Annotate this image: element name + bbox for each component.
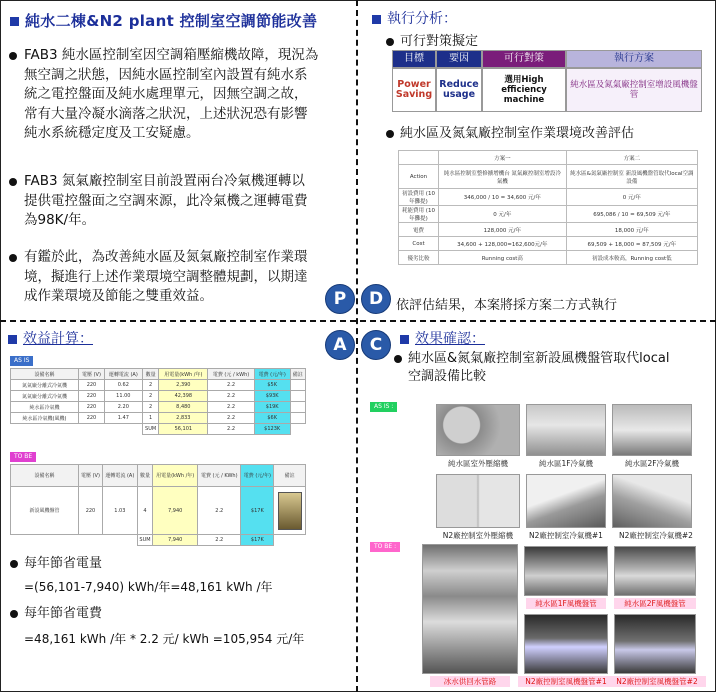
- compare-header-option1: 方案一: [439, 151, 567, 165]
- strategy-cell-cause: Reduce usage: [436, 68, 482, 112]
- caption-tobe-2f: 純水區2F風機盤管: [614, 598, 696, 609]
- photo-water-2f-aircon: [612, 404, 692, 456]
- pdca-p-badge: P: [325, 284, 355, 314]
- caption-tobe-n2-2: N2廠控制室風機盤管#2: [608, 676, 706, 687]
- act-asis-tag: AS IS :: [370, 402, 397, 412]
- table-sum-row: SUM 56,101 2.2 $123K: [11, 424, 306, 435]
- caption-tobe-piping: 冰水供回水管路: [430, 676, 510, 687]
- table-row: 純水區冷氣機 220 2.20 2 8,480 2.2 $19K: [11, 402, 306, 413]
- caption-asis-2: 純水區1F冷氣機: [538, 459, 594, 468]
- photo-n2-fcu-1: [524, 614, 608, 674]
- table-row: 氮氣廠分離式冷氣機 220 11.00 2 42,398 2.2 $93K: [11, 391, 306, 402]
- do-sub-strategy: 可行對策擬定: [386, 30, 478, 49]
- square-bullet-icon: [8, 335, 17, 344]
- photo-outdoor-compressor: [436, 404, 520, 456]
- tobe-table: 設備名稱 電壓 (V) 運轉電流 (A) 數量 用電量(kWh /年) 電費 (元 / KWh) 電費 (元/年) 備註 新設風機盤管 220 1.03 4 7,940 2.2 $17K SUM 7,940 2.2 $17K: [10, 464, 306, 546]
- bullet-dot-icon: [10, 610, 18, 618]
- photo-n2-fcu-2: [614, 614, 696, 674]
- do-conclusion: 依評估結果，本案將採方案二方式執行: [396, 298, 618, 313]
- table-row: 氮氣廠分離式冷氣機 220 0.62 2 2,390 2.2 $5K: [11, 380, 306, 391]
- photo-chilled-water-piping: [422, 544, 518, 674]
- saving-cost-formula: =48,161 kWh /年 * 2.2 元/ kWh =105,954 元/年: [24, 632, 305, 646]
- photo-n2-aircon-2: [612, 474, 692, 528]
- photo-water-1f-fcu: [524, 546, 608, 596]
- pdca-a-badge: A: [325, 330, 355, 360]
- tobe-tag: TO BE: [10, 452, 36, 462]
- bullet-dot-icon: [394, 355, 402, 363]
- square-bullet-icon: [372, 15, 381, 24]
- caption-asis-5: N2廠控制室冷氣機#1: [529, 531, 603, 540]
- compare-header-option2: 方案二: [566, 151, 697, 165]
- fan-coil-image: [278, 492, 302, 530]
- quadrant-divider-vertical: [356, 0, 358, 692]
- square-bullet-icon: [10, 17, 19, 26]
- plan-bullet-2: FAB3 氮氣廠控制室目前設置兩台冷氣機運轉以 提供電控盤面之空調來源，此冷氣機之運轉電費 為98K/年。: [24, 172, 354, 231]
- do-heading: 執行分析：: [372, 8, 457, 28]
- strategy-header-cause: 要因: [436, 50, 482, 68]
- do-sub-evaluation: 純水區及氮氣廠控制室作業環境改善評估: [386, 122, 634, 141]
- caption-tobe-1f: 純水區1F風機盤管: [526, 598, 606, 609]
- caption-tobe-n2-1: N2廠控制室風機盤管#1: [518, 676, 614, 687]
- photo-water-2f-fcu: [614, 546, 696, 596]
- photo-n2-aircon-1: [526, 474, 606, 528]
- square-bullet-icon: [400, 335, 409, 344]
- caption-asis-4: N2廠控制室外壓縮機: [442, 531, 514, 540]
- bullet-dot-icon: [386, 38, 394, 46]
- bullet-dot-icon: [10, 560, 18, 568]
- strategy-cell-measure: 選用High efficiency machine: [482, 68, 566, 112]
- bullet-dot-icon: [9, 254, 17, 262]
- quadrant-divider-horizontal: [0, 320, 716, 322]
- act-sub: 純水區&氮氣廠控制室新設風機盤管取代local 空調設備比較: [394, 350, 710, 386]
- plan-title: 純水二棟&N2 plant 控制室空調節能改善: [10, 10, 317, 31]
- strategy-header-measure: 可行對策: [482, 50, 566, 68]
- strategy-table: [392, 50, 702, 112]
- fan-coil-photo: [274, 487, 306, 535]
- pdca-c-badge: C: [361, 330, 391, 360]
- saving-energy-formula: =(56,101-7,940) kWh/年=48,161 kWh /年: [24, 580, 273, 594]
- strategy-cell-plan: 純水區及氮氣廠控制室增設風機盤管: [566, 68, 702, 112]
- check-heading: 效益計算：: [8, 328, 93, 348]
- asis-table: 設備名稱 電壓 (V) 運轉電流 (A) 數量 用電量(kWh /年) 電費 (元 / kWh) 電費 (元/年) 備註 氮氣廠分離式冷氣機 220 0.62 2 2,390 2.2 $5K 氮氣廠分離式冷氣機 220 11.00 2 42,398 2.2 $93K 純水區冷氣機 220 2.20 2 8,480 2.2 $19K 純水區冷氣機(風機) 220 1.47 1 2,833 2.2 $6K SUM 56,101 2.2 $123K: [10, 368, 306, 435]
- act-tobe-tag: TO BE :: [370, 542, 400, 552]
- pdca-d-badge: D: [361, 284, 391, 314]
- table-row: 純水區冷氣機(風機) 220 1.47 1 2,833 2.2 $6K: [11, 413, 306, 424]
- photo-water-1f-aircon: [526, 404, 606, 456]
- strategy-header-plan: 執行方案: [566, 50, 702, 68]
- table-row: 新設風機盤管 220 1.03 4 7,940 2.2 $17K: [11, 487, 306, 535]
- act-heading: 效果確認：: [400, 328, 485, 348]
- plan-bullet-1: FAB3 純水區控制室因空調箱壓縮機故障，現況為 無空調之狀態，因純水區控制室內設置有純水系 統之電控盤面及純水處理單元，因無空調之故， 常有大量冷凝水滴落之狀況，上述狀況恐有影響 純水系統穩定度及工安疑慮。: [24, 46, 354, 144]
- caption-asis-1: 純水區室外壓縮機: [448, 459, 508, 468]
- caption-asis-6: N2廠控制室冷氣機#2: [619, 531, 693, 540]
- strategy-cell-goal: Power Saving: [392, 68, 436, 112]
- bullet-dot-icon: [9, 178, 17, 186]
- strategy-header-goal: 目標: [392, 50, 436, 68]
- photo-n2-outdoor-compressor: [436, 474, 520, 528]
- asis-tag: AS IS: [10, 356, 33, 366]
- plan-bullet-3: 有鑑於此，為改善純水區及氮氣廠控制室作業環 境，擬進行上述作業環境空調整體規劃，以期達 成作業環境及節能之雙重效益。: [24, 248, 354, 307]
- bullet-dot-icon: [9, 52, 17, 60]
- compare-table: 方案一 方案二 Action 純水區控制室整修擴增機台 氮氣廠控制室增設冷氣機 純水區&氮氣廠控制室 新設風機盤管取代local空調設備 初設費用 (10年攤提) 346,000 / 10 = 34,600 元/年 0 元/年 耗能費用 (10年攤提) 0 元/年 695,086 / 10 = 69,509 元/年 電費 128,000 元/年 18,000 元/年 Cost 34,600 + 128,000=162,600元/年 69,509 + 18,000 = 87,509 元/年 優劣比較 Running cost高 初設成本較高，Running cost低: [398, 150, 698, 265]
- bullet-dot-icon: [386, 130, 394, 138]
- table-sum-row: SUM 7,940 2.2 $17K: [11, 535, 306, 546]
- caption-asis-3: 純水區2F冷氣機: [624, 459, 680, 468]
- saving-energy-title: 每年節省電量: [10, 552, 102, 571]
- saving-cost-title: 每年節省電費: [10, 602, 102, 621]
